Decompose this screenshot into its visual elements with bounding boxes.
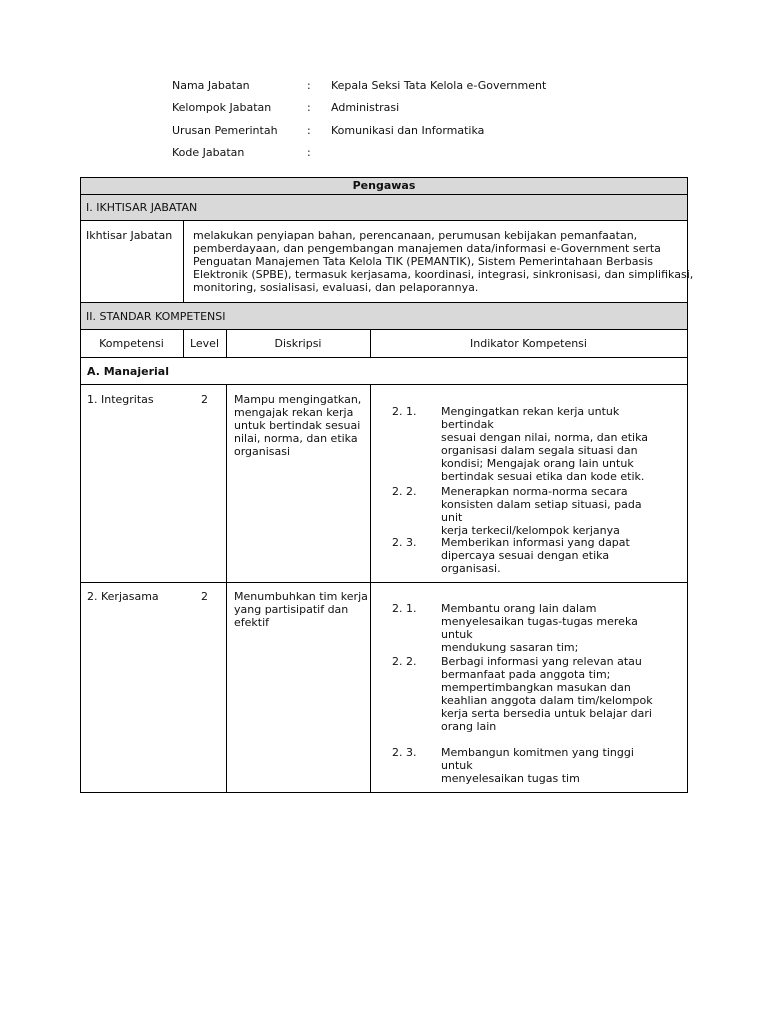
indikator-text — [441, 746, 666, 785]
text-line: bermanfaat pada anggota tim; — [441, 668, 611, 681]
diskripsi-cell — [234, 393, 361, 458]
text-line: organisasi dalam segala situasi dan — [441, 444, 638, 457]
header-kompetensi: Kompetensi — [99, 337, 164, 350]
ikhtisar-label: Ikhtisar Jabatan — [86, 229, 173, 242]
text-line: mempertimbangkan masukan dan — [441, 681, 631, 694]
meta-value: Administrasi — [331, 101, 400, 115]
table-border-bottom — [80, 792, 688, 793]
divider — [226, 384, 227, 793]
kompetensi-cell: 1. Integritas — [87, 393, 154, 406]
divider — [80, 194, 688, 195]
meta-colon: : — [307, 101, 311, 115]
indikator-text — [441, 405, 666, 483]
section-heading-ikhtisar: I. IKHTISAR JABATAN — [86, 201, 198, 214]
text-line: sesuai dengan nilai, norma, dan etika — [441, 431, 649, 444]
level-cell: 2 — [201, 393, 208, 406]
indikator-text — [441, 536, 666, 575]
meta-colon: : — [307, 123, 311, 137]
text-line: monitoring, sosialisasi, evaluasi, dan pelaporannya. — [193, 281, 479, 294]
text-line: Membangun komitmen yang tinggi untuk — [441, 746, 634, 772]
text-line: Mengingatkan rekan kerja untuk bertindak — [441, 405, 620, 431]
text-line: pemberdayaan, dan pengembangan manajemen data/informasi e-Government serta — [193, 242, 661, 255]
meta-colon: : — [307, 79, 311, 92]
text-line: Penguatan Manajemen Tata Kelola TIK (PEMANTIK), Sistem Pemerintahaan Berbasis — [193, 255, 654, 268]
text-line: dipercaya sesuai dengan etika organisasi. — [441, 549, 610, 575]
text-line: bertindak sesuai etika dan kode etik. — [441, 470, 645, 483]
header-level: Level — [189, 337, 220, 350]
divider — [80, 329, 688, 330]
divider — [183, 220, 184, 303]
indikator-number: 2. 1. — [392, 405, 417, 418]
group-heading-manajerial: A. Manajerial — [87, 365, 169, 378]
header-indikator: Indikator Kompetensi — [470, 337, 587, 350]
indikator-number: 2. 3. — [392, 536, 417, 549]
divider — [80, 302, 688, 303]
text-line: menyelesaikan tugas tim — [441, 772, 580, 785]
indikator-number: 2. 2. — [392, 655, 417, 668]
text-line: yang partisipatif dan — [234, 603, 349, 616]
divider — [80, 357, 688, 358]
header-diskripsi: Diskripsi — [274, 337, 322, 350]
indikator-number: 2. 2. — [392, 485, 417, 498]
text-line: melakukan penyiapan bahan, perencanaan, perumusan kebijakan pemanfaatan, — [193, 229, 638, 242]
meta-label: Kode Jabatan — [172, 145, 245, 159]
text-line: kerja terkecil/kelompok kerjanya — [441, 524, 620, 537]
meta-label: Nama Jabatan — [172, 79, 250, 92]
indikator-text — [441, 655, 666, 733]
divider — [80, 220, 688, 221]
table-title: Pengawas — [352, 179, 416, 192]
text-line: Menerapkan norma-norma secara — [441, 485, 628, 498]
meta-label: Urusan Pemerintah — [172, 123, 278, 137]
table-border-left — [80, 177, 81, 793]
text-line: efektif — [234, 616, 270, 629]
text-line: mendukung sasaran tim; — [441, 641, 579, 654]
text-line: konsisten dalam setiap situasi, pada unit — [441, 498, 642, 524]
meta-colon: : — [307, 145, 311, 159]
text-line: kondisi; Mengajak orang lain untuk — [441, 457, 634, 470]
text-line: untuk bertindak sesuai — [234, 419, 361, 432]
meta-value: Komunikasi dan Informatika — [331, 123, 485, 137]
indikator-text — [441, 602, 666, 654]
meta-label: Kelompok Jabatan — [172, 101, 272, 115]
text-line: mengajak rekan kerja — [234, 406, 354, 419]
level-cell: 2 — [201, 590, 208, 603]
indikator-number: 2. 1. — [392, 602, 417, 615]
text-line: keahlian anggota dalam tim/kelompok — [441, 694, 653, 707]
competency-table — [80, 177, 694, 793]
text-line: menyelesaikan tugas-tugas mereka untuk — [441, 615, 638, 641]
ikhtisar-text — [193, 229, 693, 294]
section-heading-standar: II. STANDAR KOMPETENSI — [86, 310, 226, 323]
meta-value: Kepala Seksi Tata Kelola e-Government — [331, 79, 547, 92]
kompetensi-cell: 2. Kerjasama — [87, 590, 159, 603]
divider — [80, 582, 688, 583]
diskripsi-cell — [234, 590, 368, 629]
text-line: Berbagi informasi yang relevan atau — [441, 655, 642, 668]
divider — [370, 384, 371, 793]
text-line: Membantu orang lain dalam — [441, 602, 597, 615]
text-line: kerja serta bersedia untuk belajar dari — [441, 707, 652, 720]
text-line: Memberikan informasi yang dapat — [441, 536, 630, 549]
text-line: nilai, norma, dan etika — [234, 432, 358, 445]
text-line: Elektronik (SPBE), termasuk kerjasama, koordinasi, integrasi, sinkronisasi, dan simplifikasi, — [193, 268, 694, 281]
divider — [80, 384, 688, 385]
text-line: Mampu mengingatkan, — [234, 393, 362, 406]
indikator-text — [441, 485, 666, 537]
text-line: orang lain — [441, 720, 497, 733]
table-border-top — [80, 177, 688, 178]
text-line: Menumbuhkan tim kerja — [234, 590, 368, 603]
text-line: organisasi — [234, 445, 291, 458]
indikator-number: 2. 3. — [392, 746, 417, 759]
